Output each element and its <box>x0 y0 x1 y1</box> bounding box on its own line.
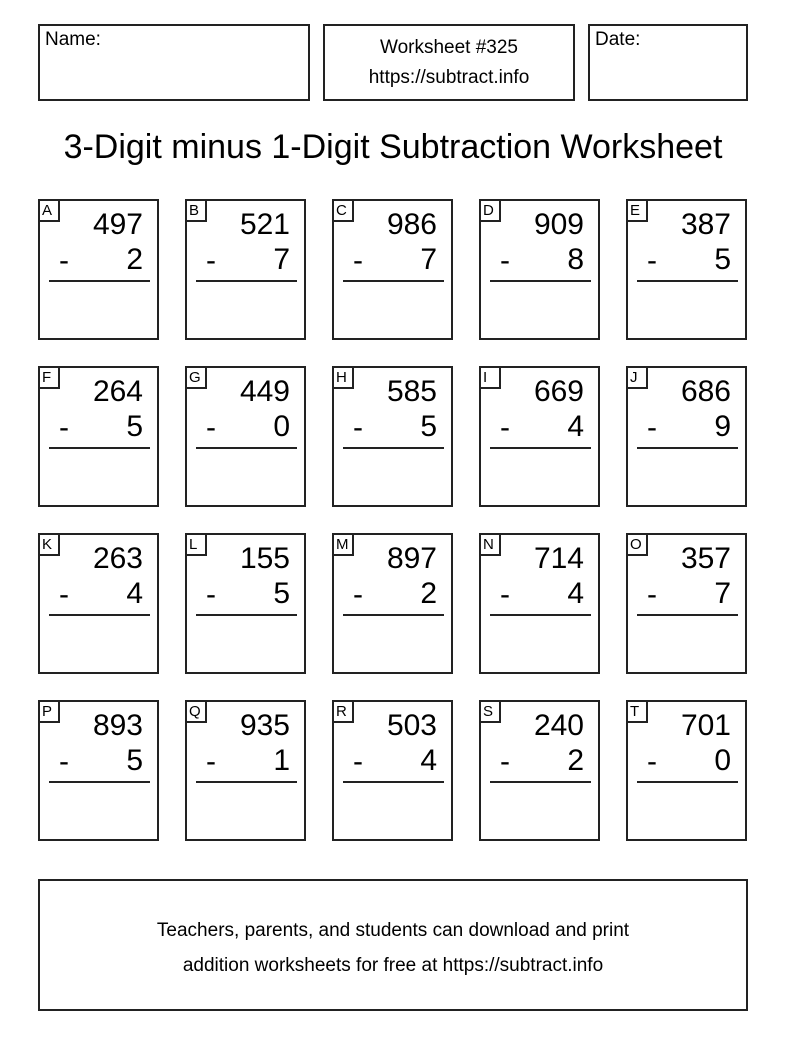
subtrahend: 5 <box>273 577 290 610</box>
problem-box[interactable] <box>332 199 453 340</box>
problem-box[interactable] <box>332 533 453 674</box>
subtrahend: 5 <box>420 410 437 443</box>
minuend: 240 <box>533 709 584 742</box>
subtrahend: 4 <box>567 410 584 443</box>
worksheet-info-box <box>323 24 575 101</box>
minuend: 897 <box>386 542 437 575</box>
problem-box[interactable] <box>626 366 747 507</box>
subtrahend: 4 <box>420 744 437 777</box>
minuend: 935 <box>239 709 290 742</box>
subtrahend: 5 <box>126 410 143 443</box>
minuend: 909 <box>533 208 584 241</box>
minus-sign: - <box>647 578 657 611</box>
problem-box[interactable] <box>332 366 453 507</box>
date-label: Date: <box>595 29 641 50</box>
minus-sign: - <box>500 578 510 611</box>
problem-box[interactable] <box>626 700 747 841</box>
footer-line-2: addition worksheets for free at https://subtract.info <box>182 955 604 976</box>
minuend: 714 <box>533 542 584 575</box>
problem-box[interactable] <box>479 366 600 507</box>
page-title: 3-Digit minus 1-Digit Subtraction Worksheet <box>63 128 723 166</box>
minus-sign: - <box>647 745 657 778</box>
problem-letter: J <box>626 366 648 389</box>
answer-line <box>49 447 150 449</box>
subtrahend: 2 <box>420 577 437 610</box>
answer-line <box>49 280 150 282</box>
answer-line <box>490 280 591 282</box>
subtrahend: 2 <box>567 744 584 777</box>
minus-sign: - <box>59 578 69 611</box>
answer-line <box>196 781 297 783</box>
problem-box[interactable] <box>626 533 747 674</box>
problem-letter: R <box>332 700 354 723</box>
minus-sign: - <box>353 411 363 444</box>
minuend: 357 <box>680 542 731 575</box>
minuend: 585 <box>386 375 437 408</box>
problem-box[interactable] <box>479 533 600 674</box>
minuend: 497 <box>92 208 143 241</box>
minuend: 893 <box>92 709 143 742</box>
subtrahend: 7 <box>714 577 731 610</box>
problem-box[interactable] <box>38 199 159 340</box>
footer-note <box>38 879 748 1011</box>
answer-line <box>343 280 444 282</box>
subtrahend: 8 <box>567 243 584 276</box>
answer-line <box>490 614 591 616</box>
subtrahend: 5 <box>714 243 731 276</box>
minuend: 521 <box>239 208 290 241</box>
answer-line <box>196 447 297 449</box>
minus-sign: - <box>500 244 510 277</box>
answer-line <box>637 614 738 616</box>
answer-line <box>637 781 738 783</box>
answer-line <box>343 447 444 449</box>
problem-letter: P <box>38 700 60 723</box>
minuend: 263 <box>92 542 143 575</box>
subtrahend: 4 <box>126 577 143 610</box>
subtrahend: 0 <box>273 410 290 443</box>
answer-line <box>490 447 591 449</box>
answer-line <box>343 614 444 616</box>
minuend: 701 <box>680 709 731 742</box>
minus-sign: - <box>206 244 216 277</box>
minus-sign: - <box>206 411 216 444</box>
minus-sign: - <box>500 411 510 444</box>
worksheet-url: https://subtract.info <box>368 67 530 88</box>
problem-letter: M <box>332 533 354 556</box>
problem-box[interactable] <box>185 199 306 340</box>
answer-line <box>637 447 738 449</box>
problem-letter: T <box>626 700 648 723</box>
minus-sign: - <box>59 411 69 444</box>
problem-box[interactable] <box>185 700 306 841</box>
minuend: 686 <box>680 375 731 408</box>
problem-box[interactable] <box>626 199 747 340</box>
answer-line <box>49 614 150 616</box>
problem-box[interactable] <box>479 700 600 841</box>
subtrahend: 7 <box>420 243 437 276</box>
problem-letter: G <box>185 366 207 389</box>
minus-sign: - <box>206 578 216 611</box>
problem-letter: N <box>479 533 501 556</box>
problem-letter: C <box>332 199 354 222</box>
subtrahend: 4 <box>567 577 584 610</box>
worksheet-number: Worksheet #325 <box>379 37 518 58</box>
problem-box[interactable] <box>185 533 306 674</box>
subtrahend: 5 <box>126 744 143 777</box>
problem-letter: O <box>626 533 648 556</box>
minuend: 155 <box>239 542 290 575</box>
problem-letter: K <box>38 533 60 556</box>
minuend: 986 <box>386 208 437 241</box>
problem-letter: D <box>479 199 501 222</box>
minuend: 503 <box>386 709 437 742</box>
answer-line <box>343 781 444 783</box>
subtrahend: 9 <box>714 410 731 443</box>
problem-letter: I <box>479 366 501 389</box>
minus-sign: - <box>59 745 69 778</box>
problem-letter: S <box>479 700 501 723</box>
problem-box[interactable] <box>479 199 600 340</box>
answer-line <box>49 781 150 783</box>
problem-letter: Q <box>185 700 207 723</box>
problem-box[interactable] <box>185 366 306 507</box>
problem-box[interactable] <box>38 700 159 841</box>
subtrahend: 2 <box>126 243 143 276</box>
name-label: Name: <box>45 29 101 50</box>
problem-box[interactable] <box>38 533 159 674</box>
problem-letter: E <box>626 199 648 222</box>
minus-sign: - <box>59 244 69 277</box>
subtrahend: 7 <box>273 243 290 276</box>
problem-letter: L <box>185 533 207 556</box>
minuend: 449 <box>239 375 290 408</box>
minus-sign: - <box>353 745 363 778</box>
problem-box[interactable] <box>332 700 453 841</box>
problem-letter: H <box>332 366 354 389</box>
date-field-box[interactable] <box>588 24 748 101</box>
footer-line-1: Teachers, parents, and students can download and print <box>156 920 630 941</box>
minus-sign: - <box>353 578 363 611</box>
answer-line <box>637 280 738 282</box>
answer-line <box>490 781 591 783</box>
problem-letter: B <box>185 199 207 222</box>
problem-letter: A <box>38 199 60 222</box>
minuend: 387 <box>680 208 731 241</box>
minus-sign: - <box>500 745 510 778</box>
answer-line <box>196 614 297 616</box>
minus-sign: - <box>647 244 657 277</box>
minus-sign: - <box>206 745 216 778</box>
minus-sign: - <box>353 244 363 277</box>
minus-sign: - <box>647 411 657 444</box>
subtrahend: 0 <box>714 744 731 777</box>
problem-letter: F <box>38 366 60 389</box>
minuend: 264 <box>92 375 143 408</box>
answer-line <box>196 280 297 282</box>
problem-box[interactable] <box>38 366 159 507</box>
minuend: 669 <box>533 375 584 408</box>
name-field-box[interactable] <box>38 24 310 101</box>
subtrahend: 1 <box>273 744 290 777</box>
